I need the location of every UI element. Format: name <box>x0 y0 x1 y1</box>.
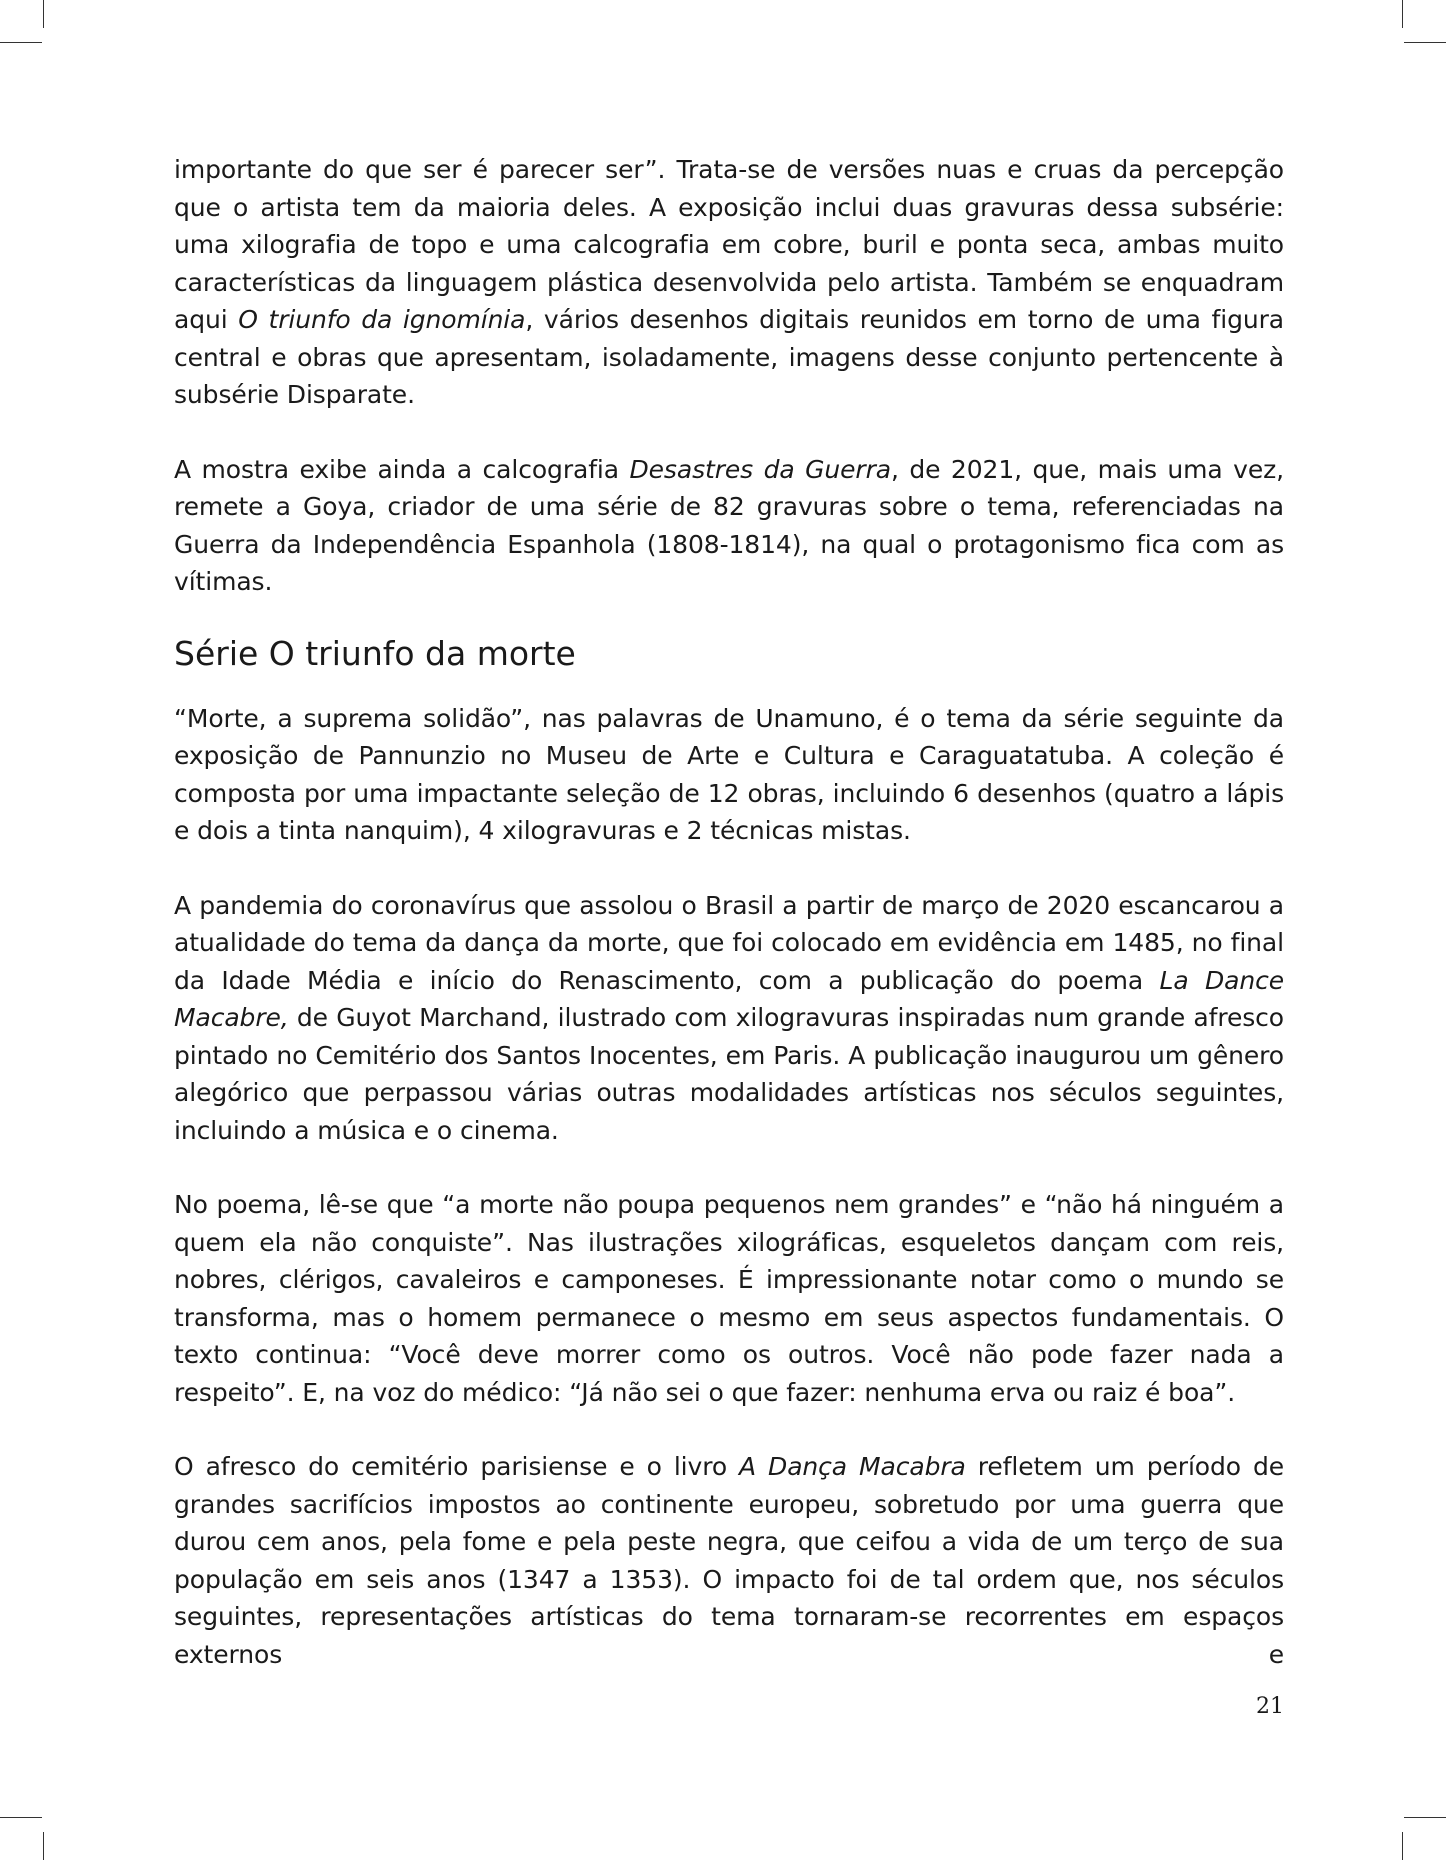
text-run: “Morte, a suprema solidão”, nas palavras de Unamuno, é o tema da série seguinte da exposição de Pannunzio no Museu de Arte e Cultura e Caraguatatuba. A coleção é composta por uma impactante seleção de 12 obras, incluindo 6 desenhos (quatro a lápis e dois a tinta nanquim), 4 xilogravuras e 2 técnicas mistas. <box>174 703 1284 845</box>
text-run: O afresco do cemitério parisiense e o livro <box>174 1452 740 1481</box>
page-number: 21 <box>1256 1694 1284 1719</box>
paragraph <box>174 1448 1284 1673</box>
text-run: A mostra exibe ainda a calcografia <box>174 454 630 484</box>
crop-mark <box>43 0 44 28</box>
text-run: A pandemia do coronavírus que assolou o Brasil a partir de março de 2020 escancarou a atualidade do tema da dança da morte, que foi colocado em evidência em 1485, no final da Idade Média e início do Renascimento, com a publicação do poema <box>174 890 1284 995</box>
paragraph <box>174 887 1284 1150</box>
crop-mark <box>43 1832 44 1860</box>
text-run: importante do que ser é parecer ser”. Trata-se de versões nuas e cruas da percepção que o artista tem da maioria deles. A exposição inclui duas gravuras dessa subsérie: uma xilografia de topo e uma calcografia em cobre, buril e ponta seca, ambas muito características da linguagem plástica desenvolvida pelo artista. Também se enquadram aqui <box>174 155 1284 334</box>
crop-mark <box>1402 1832 1403 1860</box>
text-run: No poema, lê-se que “a morte não poupa pequenos nem grandes” e “não há ninguém a quem ela não conquiste”. Nas ilustrações xilográficas, esqueletos dançam com reis, nobres, clérigos, cavaleiros e camponeses. É impressionante notar como o mundo se transforma, mas o homem permanece o mesmo em seus aspectos fundamentais. O texto continua: “Você deve morrer como os outros. Você não pode fazer nada a respeito”. E, na voz do médico: “Já não sei o que fazer: nenhuma erva ou raiz é boa”. <box>174 1190 1284 1407</box>
paragraph <box>174 451 1284 601</box>
paragraph <box>174 700 1284 850</box>
crop-mark <box>0 42 42 43</box>
crop-mark <box>1404 42 1446 43</box>
text-run: , de 2021, que, mais uma vez, remete a Goya, criador de uma série de 82 gravuras sobre o tema, referenciadas na Guerra da Independência Espanhola (1808-1814), na qual o protagonismo fica com as vítimas. <box>174 454 1284 596</box>
text-run: , vários desenhos digitais reunidos em torno de uma figura central e obras que apresentam, isoladamente, imagens desse conjunto pertencente à subsérie Disparate. <box>174 305 1285 409</box>
italic-title: A Dança Macabra <box>739 1452 966 1481</box>
italic-title: Desastres da Guerra <box>629 454 891 484</box>
italic-title: O triunfo da ignomínia <box>238 305 526 334</box>
section-heading: Série O triunfo da morte <box>174 633 576 673</box>
crop-mark <box>0 1817 42 1818</box>
crop-mark <box>1404 1817 1446 1818</box>
italic-title: La Dance Macabre, <box>174 965 1284 1032</box>
paragraph <box>174 1186 1284 1411</box>
crop-mark <box>1402 0 1403 28</box>
text-run: refletem um período de grandes sacrifícios impostos ao continente europeu, sobretudo por uma guerra que durou cem anos, pela fome e pela peste negra, que ceifou a vida de um terço de sua população em seis anos (1347 a 1353). O impacto foi de tal ordem que, nos séculos seguintes, representações artísticas do tema tornaram-se recorrentes em espaços externos e <box>174 1452 1284 1669</box>
text-run: de Guyot Marchand, ilustrado com xilogravuras inspiradas num grande afresco pintado no Cemitério dos Santos Inocentes, em Paris. A publicação inaugurou um gênero alegórico que perpassou várias outras modalidades artísticas nos séculos seguintes, incluindo a música e o cinema. <box>174 1003 1284 1145</box>
page-body <box>174 151 1284 1673</box>
paragraph <box>174 151 1284 414</box>
